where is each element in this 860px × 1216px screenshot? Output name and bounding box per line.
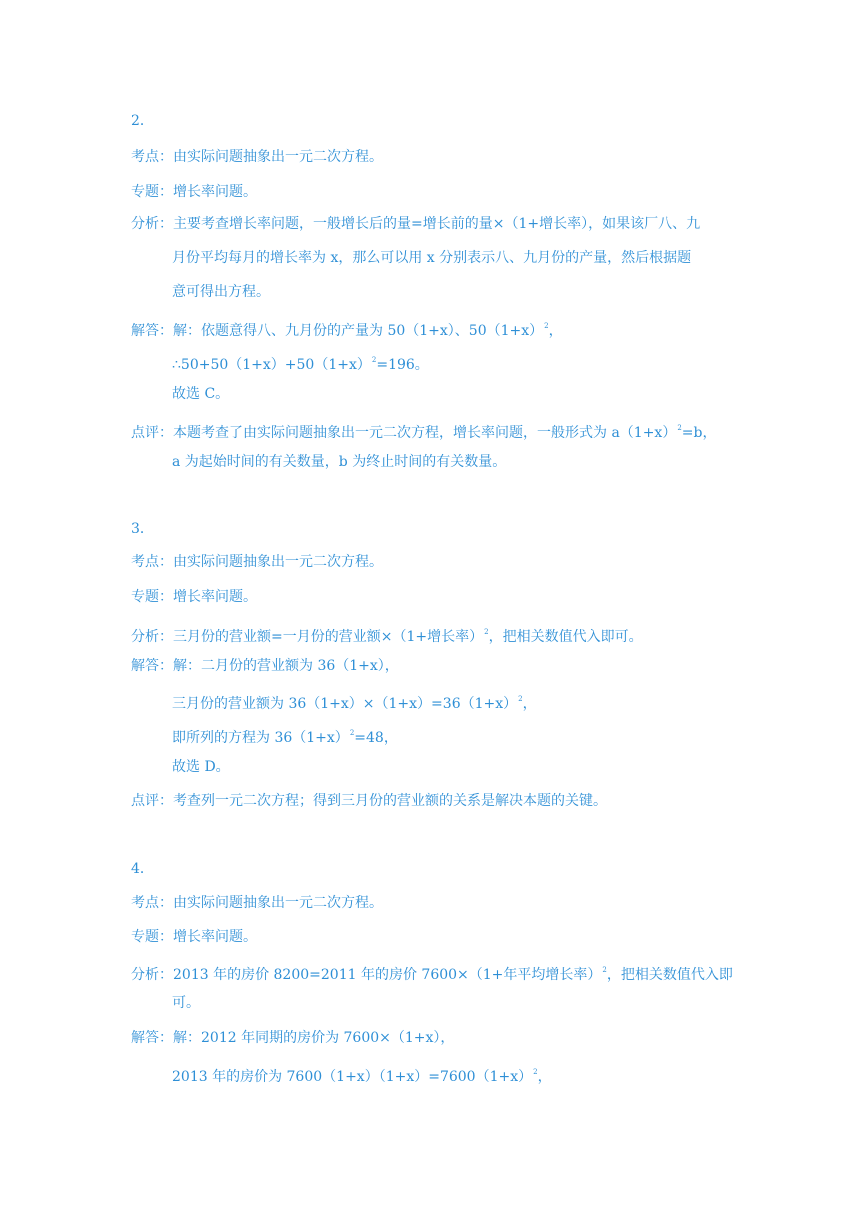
problem-3-jieda-line-4: 故选 D。 bbox=[172, 759, 230, 775]
problem-4-jieda-line-1: 解答：解：2012 年同期的房价为 7600×（1+x）， bbox=[131, 1030, 455, 1046]
problem-2-kaodian: 考点：由实际问题抽象出一元二次方程。 bbox=[131, 149, 383, 165]
problem-2-fenxi-line-3: 意可得出方程。 bbox=[172, 284, 270, 300]
problem-4-jieda-line-2: 2013 年的房价为 $7600(1+x)(1+x)=7600(1+x)^2$， bbox=[172, 1068, 552, 1085]
problem-4-number: 4． bbox=[131, 861, 154, 877]
problem-3-dianping: 点评：考查列一元二次方程；得到三月份的营业额的关系是解决本题的关键。 bbox=[131, 793, 607, 809]
problem-3-kaodian: 考点：由实际问题抽象出一元二次方程。 bbox=[131, 554, 383, 570]
problem-2-fenxi-line-2: 月份平均每月的增长率为 x，那么可以用 x 分别表示八、九月份的产量，然后根据题 bbox=[172, 250, 692, 266]
problem-3-jieda-line-1: 解答：解：二月份的营业额为 36（1+x）， bbox=[131, 658, 399, 674]
problem-2-dianping-line-1: 点评：本题考查了由实际问题抽象出一元二次方程，增长率问题，一般形式为 $a(1+x)^2=b$， bbox=[131, 424, 717, 441]
problem-3-number: 3． bbox=[131, 521, 154, 537]
problem-3-zhuanti: 专题：增长率问题。 bbox=[131, 589, 257, 605]
problem-2-dianping-line-2: a 为起始时间的有关数量，b 为终止时间的有关数量。 bbox=[172, 454, 507, 470]
problem-2-number: 2． bbox=[131, 113, 154, 129]
problem-3-fenxi: 分析：三月份的营业额=一月份的营业额×（1+增长率）$^2$，把相关数值代入即可。 bbox=[131, 628, 643, 645]
problem-4-fenxi-line-1: 分析：2013 年的房价 8200=2011 年的房价 7600×（1+年平均增长率）$^2$，把相关数值代入即 bbox=[131, 966, 733, 983]
problem-4-fenxi-line-2: 可。 bbox=[172, 995, 200, 1011]
problem-4-kaodian: 考点：由实际问题抽象出一元二次方程。 bbox=[131, 895, 383, 911]
problem-2-fenxi-line-1: 分析：主要考查增长率问题，一般增长后的量=增长前的量×（1+增长率），如果该厂八、九 bbox=[131, 216, 701, 232]
problem-2-jieda-line-1: 解答：解：依题意得八、九月份的产量为 50（1+x）、$50(1+x)^2$， bbox=[131, 322, 563, 339]
problem-3-jieda-line-2: 三月份的营业额为 $36(1+x)\times(1+x)=36(1+x)^2$， bbox=[172, 695, 537, 712]
problem-2-jieda-line-2: $\therefore 50+50(1+x)+50(1+x)^2=196$。 bbox=[172, 356, 429, 373]
problem-4-zhuanti: 专题：增长率问题。 bbox=[131, 929, 257, 945]
problem-3-jieda-line-3: 即所列的方程为 $36(1+x)^2=48$， bbox=[172, 729, 398, 746]
problem-2-jieda-line-3: 故选 C。 bbox=[172, 386, 230, 402]
problem-2-zhuanti: 专题：增长率问题。 bbox=[131, 184, 257, 200]
